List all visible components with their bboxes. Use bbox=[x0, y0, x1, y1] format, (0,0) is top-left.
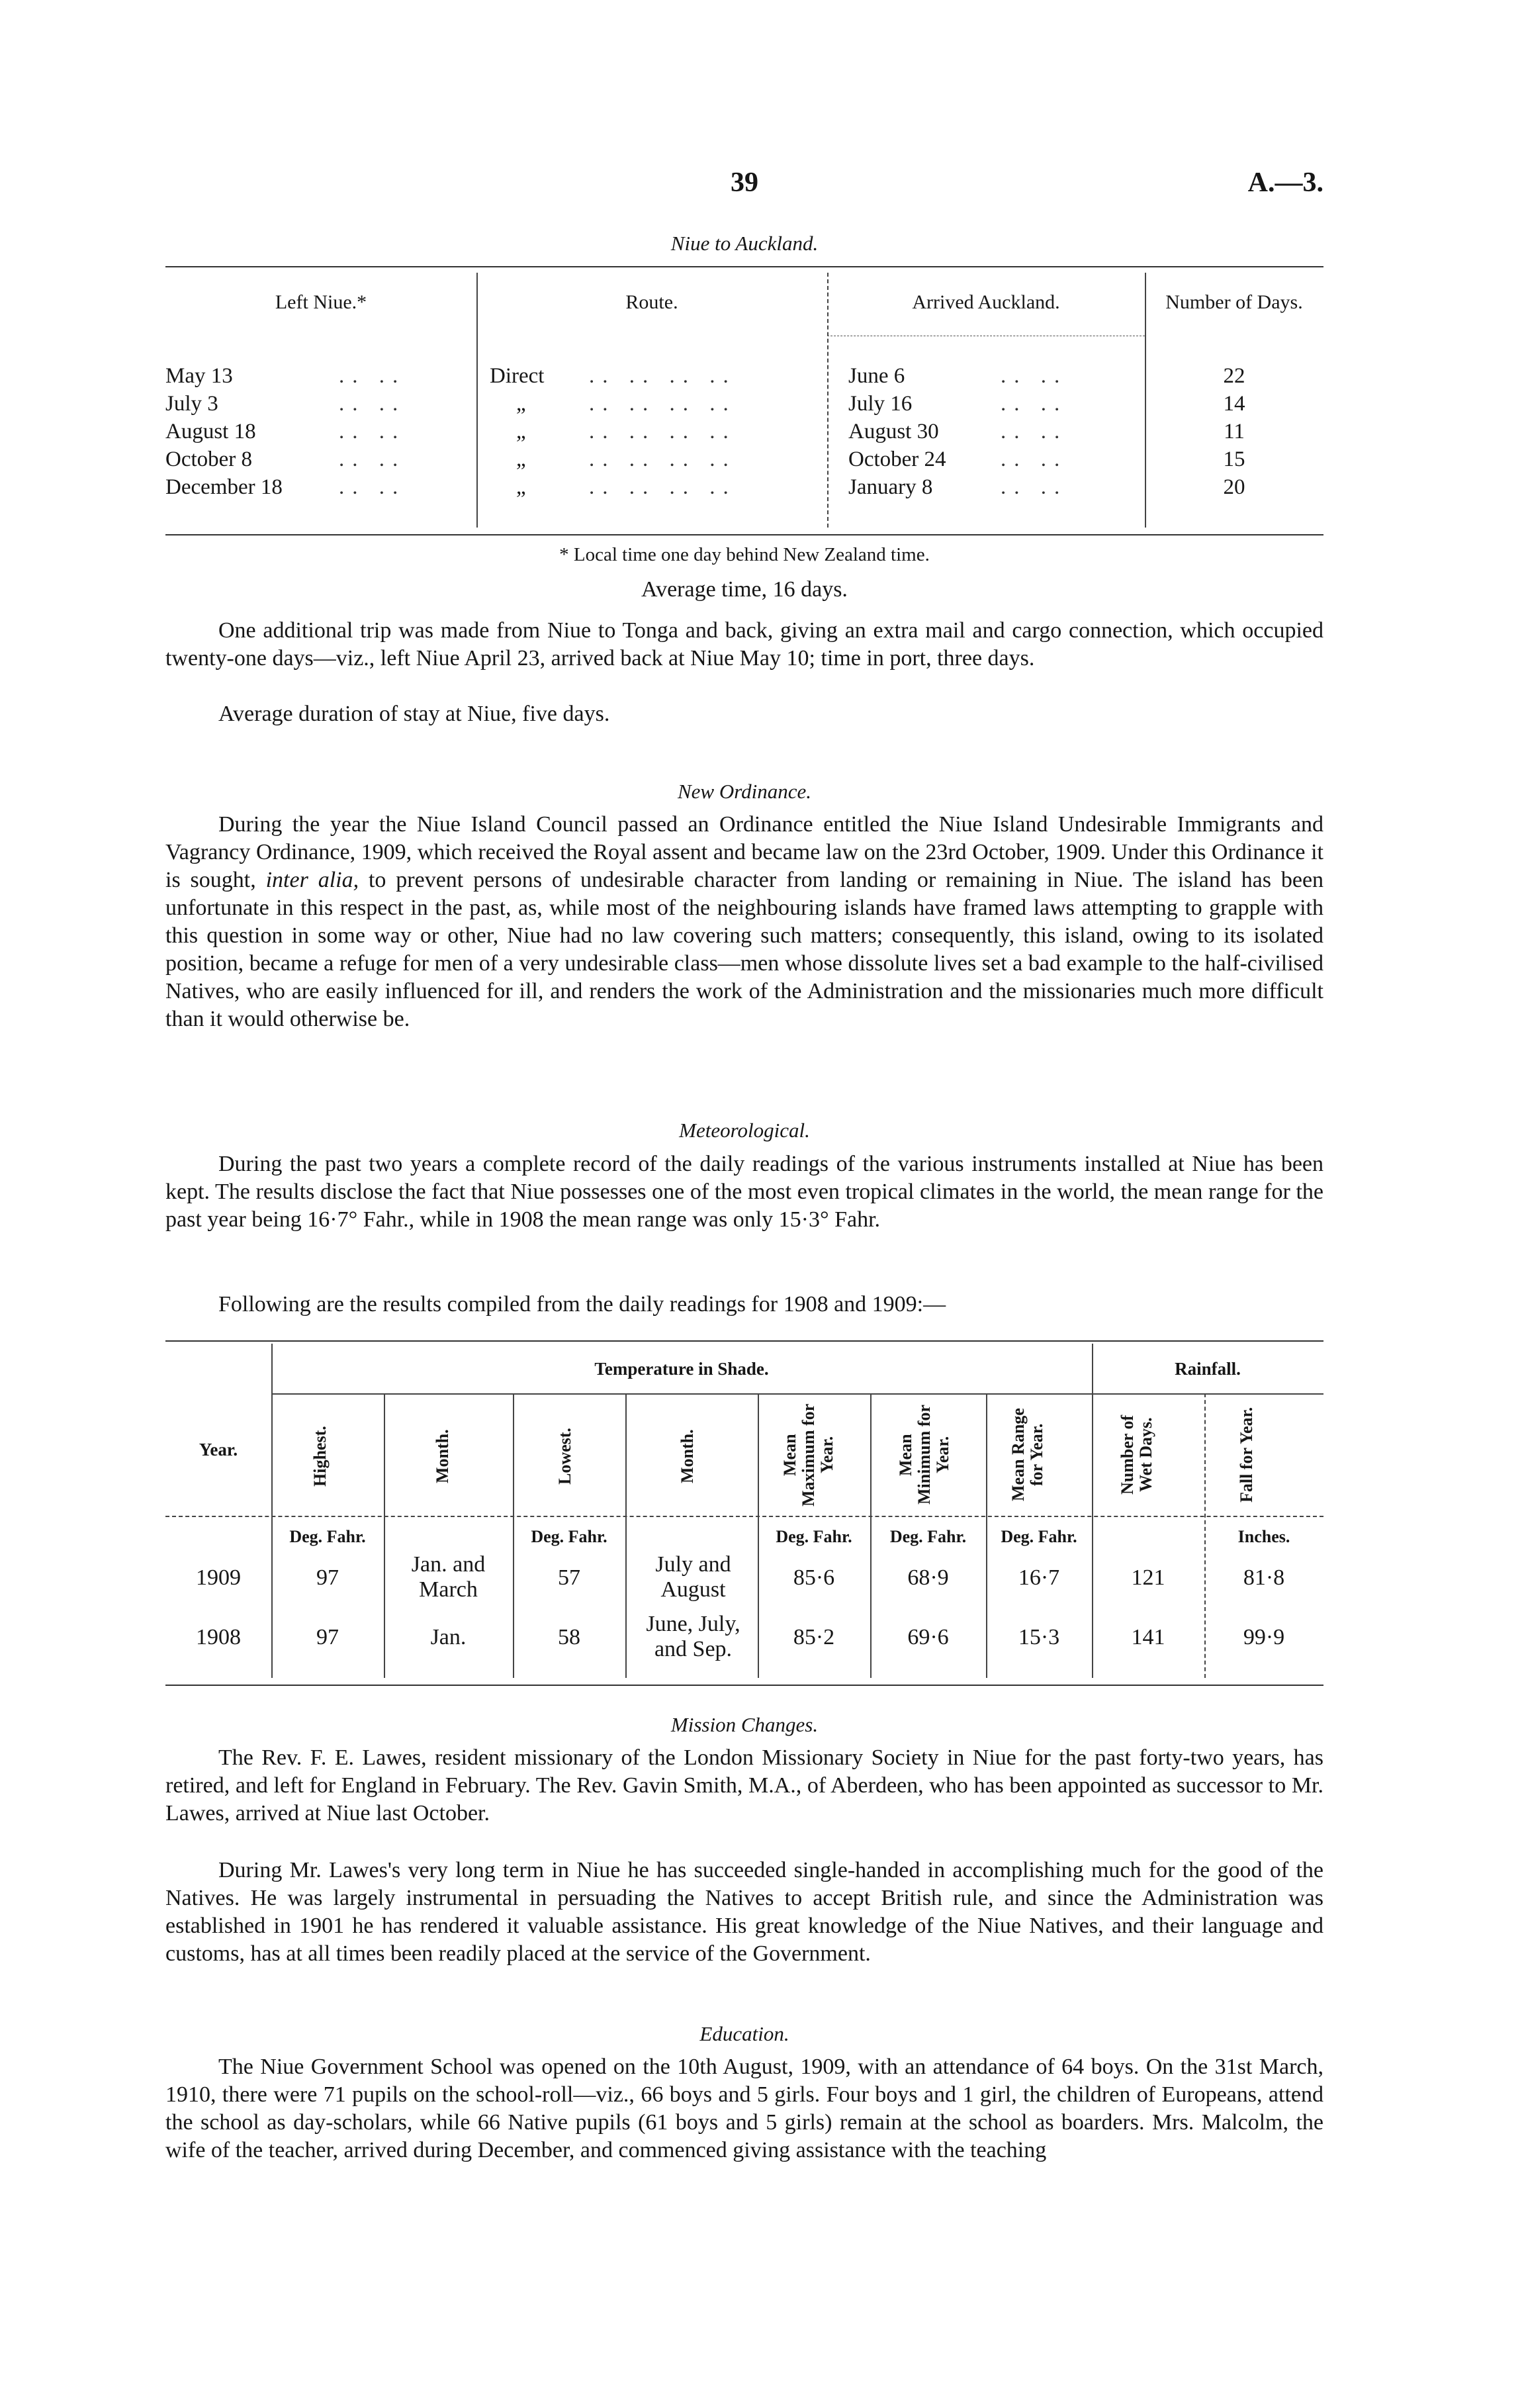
table-row: October 8 .. .. „ .. .. .. .. October 24 .. .. 15 bbox=[165, 447, 1323, 475]
arrived-date: January 8 bbox=[848, 475, 933, 499]
row-1909-mean-range: 16·7 bbox=[1018, 1565, 1060, 1590]
document-reference: A.—3. bbox=[1247, 167, 1323, 198]
left-date: December 18 bbox=[165, 475, 283, 499]
col-highest: Highest. bbox=[310, 1426, 330, 1487]
days: 11 bbox=[1224, 420, 1245, 443]
col-mean-min: Mean Minimum for Year. bbox=[896, 1405, 952, 1505]
unit-highest: Deg. Fahr. bbox=[289, 1527, 366, 1546]
page-header bbox=[165, 167, 1323, 207]
col-route: Route. bbox=[625, 291, 678, 313]
unit-lowest: Deg. Fahr. bbox=[531, 1527, 607, 1546]
education-paragraph: The Niue Government School was opened on the 10th August, 1909, with an attendance of 64 boys. On the 31st March, 1910, there were 71 pupils on the school-roll—viz., 66 boys and 5 girls. Four boys and 1 girl, the children of Europeans, attend the school as day-scholars, while 66 Native pupils (61 boys and 5 girls) remain at the school as boarders. Mrs. Malcolm, the wife of the teacher, arrived during December, and commenced giving assistance with the teaching bbox=[165, 2055, 1323, 2162]
mission-changes-paragraph-2: During Mr. Lawes's very long term in Niue he has succeeded single-handed in accomplishing much for the good of the Natives. He was largely instrumental in persuading the Natives to accept British rule, and since the Administration was established in 1901 he has rendered it valuable assistance. His great knowledge of the Niue Natives, and their language and customs, has at all times been readily placed at the service of the Government. bbox=[165, 1858, 1323, 1966]
col-left-niue: Left Niue.* bbox=[275, 291, 367, 313]
education-heading: Education. bbox=[699, 2022, 789, 2045]
row-1908-month-low: June, July, and Sep. bbox=[646, 1612, 740, 1661]
route: „ bbox=[516, 447, 526, 471]
row-1908-mean-min: 69·6 bbox=[907, 1625, 949, 1649]
route: „ bbox=[516, 475, 526, 499]
col-lowest: Lowest. bbox=[555, 1428, 574, 1485]
niue-to-auckland-table bbox=[165, 266, 1323, 534]
new-ordinance-heading: New Ordinance. bbox=[677, 780, 812, 803]
new-ordinance-paragraph: During the year the Niue Island Council passed an Ordinance entitled the Niue Island Undesirable Immigrants and Vagrancy Ordinance, 1909, which received the Royal assent and became law on the 23rd October, 1909. Under this Ordinance it is sought, inter alia, to prevent persons of undesirable character from landing or remaining in Niue. The island has been unfortunate in this respect in the past, as, while most of the neighbouring islands have framed laws attempting to grapple with this question in some way or other, Niue had no law covering such matters; consequently, this island, owing to its isolated position, became a refuge for men of a very undesirable class—men whose dissolute lives set a bad example to the half-civilised Natives, who are easily influenced for ill, and renders the work of the Administration and the missionaries much more difficult than it would otherwise be. bbox=[165, 812, 1324, 1031]
col-month-low: Month. bbox=[678, 1429, 697, 1483]
arrived-date: October 24 bbox=[848, 447, 946, 471]
row-1909-month-low: July and August bbox=[655, 1552, 731, 1602]
left-date: July 3 bbox=[165, 392, 218, 416]
left-date: May 13 bbox=[165, 364, 233, 388]
table-row: July 3 .. .. „ .. .. .. .. July 16 .. .. 14 bbox=[165, 392, 1323, 420]
temperature-group-header: Temperature in Shade. bbox=[594, 1359, 769, 1379]
route: „ bbox=[516, 420, 526, 443]
arrived-date: June 6 bbox=[848, 364, 905, 388]
col-year: Year. bbox=[199, 1440, 238, 1459]
table-footnote: * Local time one day behind New Zealand time. bbox=[559, 544, 930, 565]
col-mean-max: Mean Maximum for Year. bbox=[780, 1403, 836, 1506]
row-1909-mean-max: 85·6 bbox=[793, 1565, 835, 1590]
days: 22 bbox=[1223, 364, 1245, 388]
row-1908-year: 1908 bbox=[196, 1625, 241, 1649]
route: Direct bbox=[490, 364, 545, 388]
extra-trip-paragraph: One additional trip was made from Niue to Tonga and back, giving an extra mail and cargo connection, which occupied twenty-one days—viz., left Niue April 23, arrived back at Niue May 10; time in port, three days. bbox=[165, 618, 1323, 671]
row-1909-lowest: 57 bbox=[558, 1565, 580, 1590]
meteorological-heading: Meteorological. bbox=[679, 1119, 810, 1142]
days: 20 bbox=[1223, 475, 1245, 499]
route: „ bbox=[516, 392, 526, 416]
row-1908-month-high: Jan. bbox=[430, 1625, 467, 1649]
arrived-date: July 16 bbox=[848, 392, 913, 416]
average-time: Average time, 16 days. bbox=[641, 577, 848, 602]
row-1909-wet-days: 121 bbox=[1131, 1565, 1165, 1590]
average-stay-paragraph: Average duration of stay at Niue, five days. bbox=[218, 702, 610, 726]
page-number: 39 bbox=[731, 167, 758, 198]
col-number-of-days: Number of Days. bbox=[1165, 291, 1303, 313]
col-month-high: Month. bbox=[433, 1429, 452, 1483]
weather-table bbox=[165, 1340, 1323, 1685]
row-1908-highest: 97 bbox=[316, 1625, 339, 1649]
col-arrived-auckland: Arrived Auckland. bbox=[912, 291, 1060, 313]
row-1909-year: 1909 bbox=[196, 1565, 241, 1590]
unit-mean-max: Deg. Fahr. bbox=[776, 1527, 852, 1546]
row-1908-mean-range: 15·3 bbox=[1018, 1625, 1060, 1649]
row-1909-highest: 97 bbox=[316, 1565, 339, 1590]
unit-inches: Inches. bbox=[1237, 1527, 1290, 1546]
table-row: December 18 .. .. „ .. .. .. .. January 8 .. .. 20 bbox=[165, 475, 1323, 503]
niue-to-auckland-heading: Niue to Auckland. bbox=[670, 232, 819, 255]
left-date: October 8 bbox=[165, 447, 253, 471]
row-1908-mean-max: 85·2 bbox=[793, 1625, 835, 1649]
rainfall-group-header: Rainfall. bbox=[1175, 1359, 1241, 1379]
col-fall: Fall for Year. bbox=[1237, 1407, 1256, 1503]
table-row: May 13 .. .. Direct .. .. .. .. June 6 .. .. 22 bbox=[165, 364, 1323, 392]
meteorological-paragraph: During the past two years a complete record of the daily readings of the various instruments installed at Niue has been kept. The results disclose the fact that Niue possesses one of the most even tropical climates in the world, the mean range for the past year being 16·7° Fahr., while in 1908 the mean range was only 15·3° Fahr. bbox=[165, 1152, 1323, 1232]
col-mean-range: Mean Range for Year. bbox=[1009, 1408, 1046, 1502]
unit-mean-range: Deg. Fahr. bbox=[1001, 1527, 1077, 1546]
left-date: August 18 bbox=[165, 420, 256, 443]
unit-mean-min: Deg. Fahr. bbox=[889, 1527, 967, 1546]
row-1909-fall: 81·8 bbox=[1243, 1565, 1285, 1590]
table-row: August 18 .. .. „ .. .. .. .. August 30 .. .. 11 bbox=[165, 420, 1323, 447]
mission-changes-heading: Mission Changes. bbox=[670, 1713, 819, 1736]
days: 15 bbox=[1223, 447, 1245, 471]
row-1908-lowest: 58 bbox=[558, 1625, 580, 1649]
arrived-date: August 30 bbox=[848, 420, 939, 443]
row-1909-month-high: Jan. and March bbox=[411, 1552, 486, 1602]
days: 14 bbox=[1223, 392, 1245, 416]
mission-changes-paragraph-1: The Rev. F. E. Lawes, resident missionary of the London Missionary Society in Niue for the past forty-two years, has retired, and left for England in February. The Rev. Gavin Smith, M.A., of Aberdeen, who has been appointed as successor to Mr. Lawes, arrived at Niue last October. bbox=[165, 1745, 1323, 1826]
row-1908-wet-days: 141 bbox=[1131, 1625, 1165, 1649]
row-1908-fall: 99·9 bbox=[1243, 1625, 1285, 1649]
col-wet-days: Number of Wet Days. bbox=[1118, 1414, 1155, 1495]
row-1909-mean-min: 68·9 bbox=[907, 1565, 949, 1590]
readings-intro: Following are the results compiled from the daily readings for 1908 and 1909:— bbox=[218, 1292, 946, 1317]
